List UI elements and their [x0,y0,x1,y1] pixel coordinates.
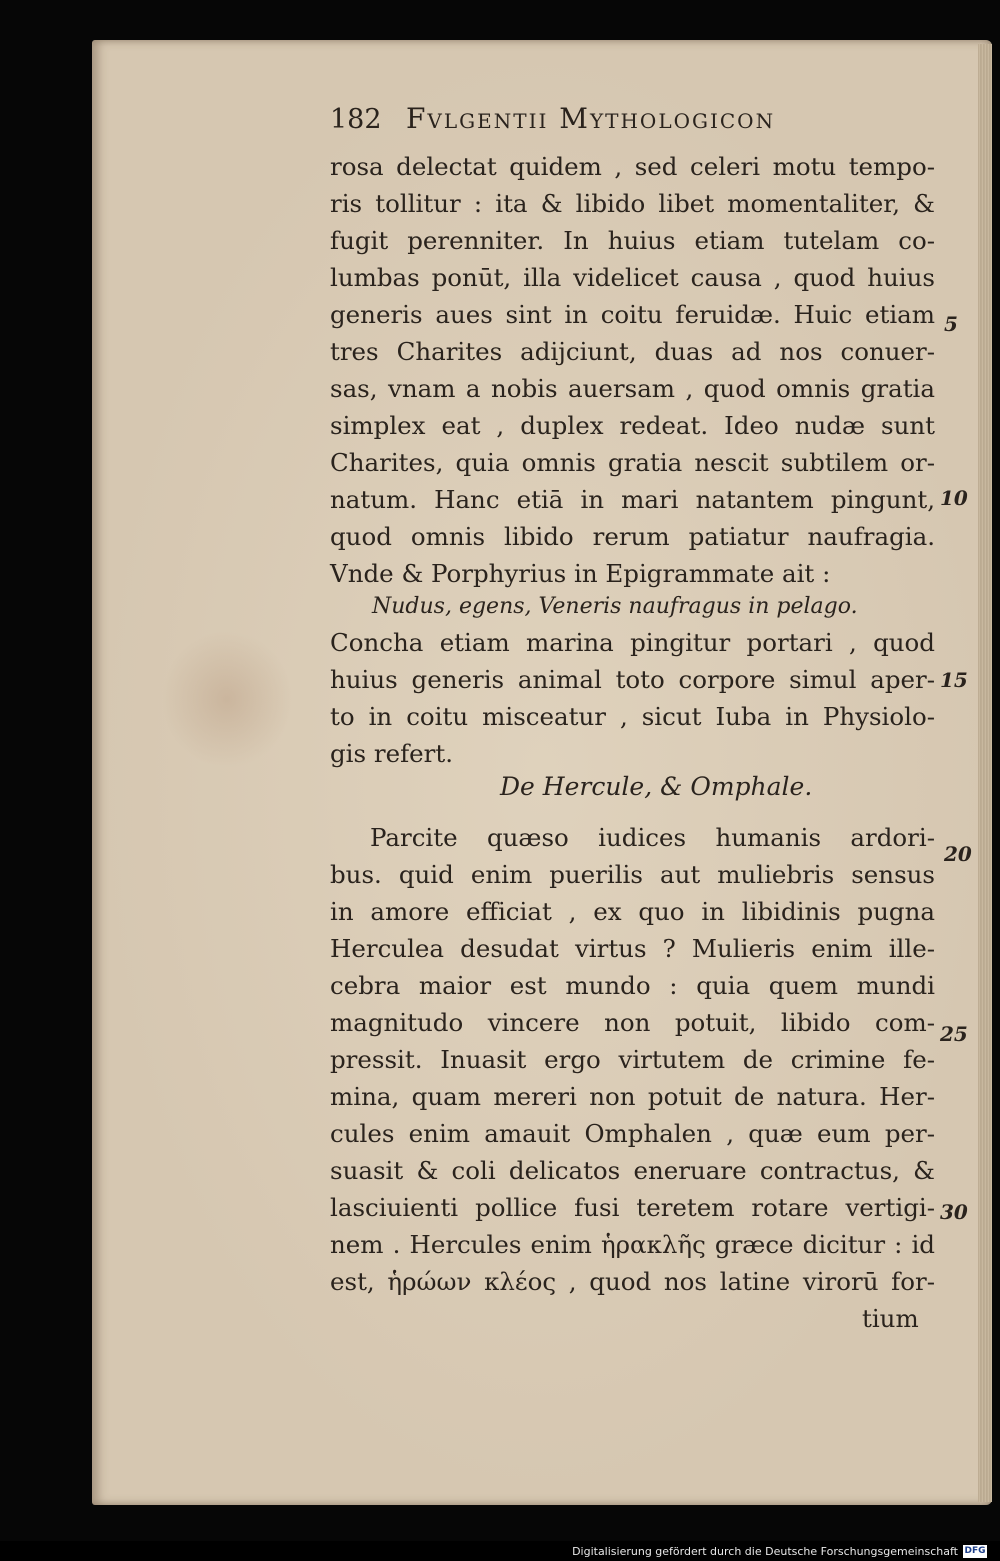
catchword: tium [862,1304,919,1333]
text-line: Herculea desudat virtus ? Mulieris enim ille- [330,934,935,963]
text-line: simplex eat , duplex redeat. Ideo nudæ sunt [330,411,935,440]
text-line: ris tollitur : ita & libido libet momentaliter, & [330,189,935,218]
text-line: natum. Hanc etiā in mari natantem pingunt, [330,485,935,514]
margin-line-number: 15 [940,668,968,692]
margin-line-number: 20 [944,842,972,866]
text-line: bus. quid enim puerilis aut muliebris sensus [330,860,935,889]
text-line: Charites, quia omnis gratia nescit subtilem or- [330,448,935,477]
text-line: mina, quam mereri non potuit de natura. Her- [330,1082,935,1111]
footer-credit: Digitalisierung gefördert durch die Deutsche Forschungsgemeinschaft [572,1545,958,1558]
text-line: magnitudo vincere non potuit, libido com- [330,1008,935,1037]
verse-quote: Nudus, egens, Veneris naufragus in pelago. [372,594,858,619]
page-edge [978,44,992,1502]
text-line: rosa delectat quidem , sed celeri motu tempo- [330,152,935,181]
text-line: nem . Hercules enim ἡρακλῆς græce dicitur : id [330,1230,935,1259]
page-header [330,98,870,142]
text-line: generis aues sint in coitu feruidæ. Huic etiam [330,300,935,329]
margin-line-number: 30 [940,1200,968,1224]
text-line: fugit perenniter. In huius etiam tutelam co- [330,226,935,255]
text-line: pressit. Inuasit ergo virtutem de crimine fe- [330,1045,935,1074]
text-line: sas, vnam a nobis auersam , quod omnis gratia [330,374,935,403]
text-line: to in coitu misceatur , sicut Iuba in Physiolo- [330,702,935,731]
margin-line-number: 5 [944,312,958,336]
text-line: Concha etiam marina pingitur portari , quod [330,628,935,657]
text-line: huius generis animal toto corpore simul aper- [330,665,935,694]
text-line: Vnde & Porphyrius in Epigrammate ait : [330,559,831,588]
section-heading: De Hercule, & Omphale. [500,772,813,801]
text-line: cebra maior est mundo : quia quem mundi [330,971,935,1000]
text-line: suasit & coli delicatos eneruare contractus, & [330,1156,935,1185]
text-line: cules enim amauit Omphalen , quæ eum per- [330,1119,935,1148]
text-line: quod omnis libido rerum patiatur naufragia. [330,522,935,551]
text-line: in amore efficiat , ex quo in libidinis pugna [330,897,935,926]
text-line: tres Charites adijciunt, duas ad nos conuer- [330,337,935,366]
margin-line-number: 10 [940,486,968,510]
dfg-logo-icon: DFG [964,1546,986,1556]
text-line: lasciuienti pollice fusi teretem rotare vertigi- [330,1193,935,1222]
text-line: lumbas ponūt, illa videlicet causa , quod huius [330,263,935,292]
page-number: 182 [330,104,382,135]
text-line: gis refert. [330,739,454,768]
margin-line-number: 25 [940,1022,968,1046]
running-title: Fvlgentii Mythologicon [406,102,776,135]
text-line: est, ἡρώων κλέος , quod nos latine virorū for- [330,1267,935,1296]
text-line: Parcite quæso iudices humanis ardori- [370,823,935,852]
